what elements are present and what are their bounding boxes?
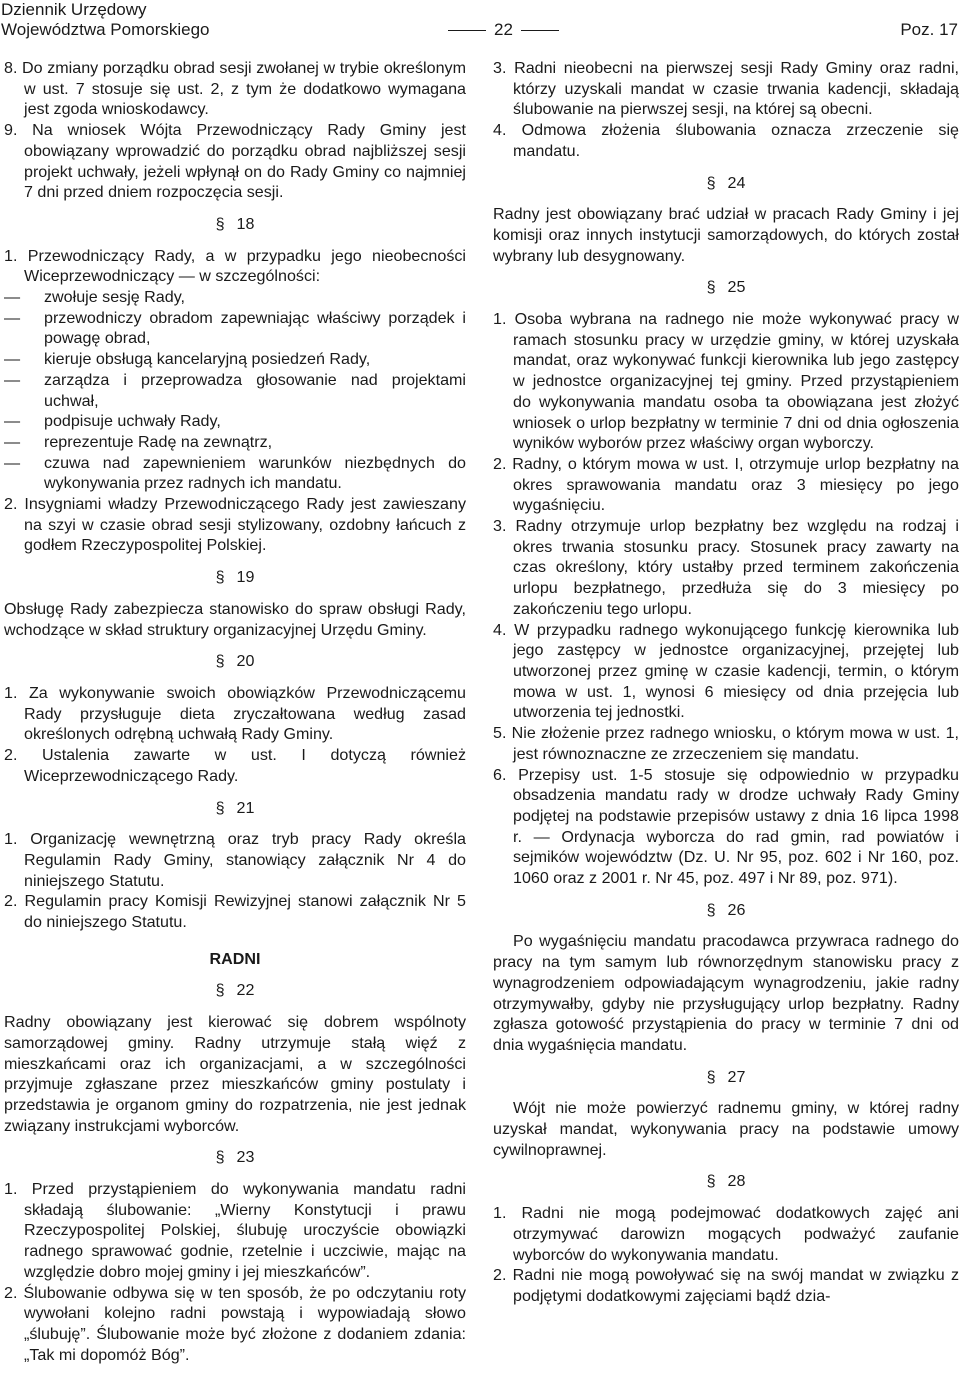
- section-number: 18: [236, 214, 255, 233]
- s21-point-2: 2. Regulamin pracy Komisji Rewizyjnej stanowi załącznik Nr 5 do niniejszego Statutu.: [4, 892, 466, 932]
- s25-point-3: 3. Radny otrzymuje urlop bezpłatny bez względu na rodzaj i okres trwania stosunku pracy. Stosunek pracy zawarty na czas określony, który ustałby przed terminem zakończenia urlopu bezpłatnego, przedłuża się do 3 miesięcy po zakończeniu tego urlopu.: [493, 517, 959, 618]
- section-symbol: §: [215, 652, 225, 671]
- section-28-heading: [493, 1171, 959, 1192]
- section-25-heading: [493, 277, 959, 298]
- s21-point-1: 1. Organizację wewnętrzną oraz tryb pracy Rady określa Regulamin Rady Gminy, stanowiący załącznik Nr 4 do niniejszego Statutu.: [4, 830, 466, 890]
- dash-mark: —: [4, 432, 21, 451]
- journal-title-line1: Dziennik Urzędowy: [1, 0, 147, 19]
- s23-point-4: 4. Odmowa złożenia ślubowania oznacza zrzeczenie się mandatu.: [493, 121, 959, 160]
- s18-dash-item: [4, 370, 466, 411]
- section-number: 27: [727, 1067, 746, 1086]
- s24-text: Radny jest obowiązany brać udział w pracach Rady Gminy i jej komisji oraz innych instytucji samorządowych, do których został wybrany lub desygnowany.: [493, 205, 959, 265]
- s18-dash-item: [4, 349, 466, 370]
- section-symbol: §: [215, 214, 225, 233]
- section-21-heading: [4, 798, 466, 819]
- dash-item-text: zarządza i przeprowadza głosowanie nad projektami uchwał,: [44, 370, 466, 410]
- section-symbol: §: [215, 798, 225, 817]
- s25-point-2: 2. Radny, o którym mowa w ust. I, otrzymuje urlop bezpłatny na okres sprawowania mandatu oraz 3 miesięcy po jego wygaśnięciu.: [493, 454, 959, 515]
- s18-dash-item: [4, 308, 466, 349]
- dash-left: [448, 30, 486, 31]
- s18-point-1: 1. Przewodniczący Rady, a w przypadku jego nieobecności Wiceprzewodniczący — w szczególności:: [4, 246, 466, 286]
- dash-mark: —: [4, 370, 21, 389]
- s28-point-1: 1. Radni nie mogą podejmować dodatkowych zajęć ani otrzymywać darowizn mogących podważyć zaufanie wyborców do wykonywania mandatu.: [493, 1204, 959, 1264]
- section-symbol: §: [706, 173, 716, 192]
- dash-mark: —: [4, 412, 21, 431]
- section-26-heading: [493, 900, 959, 921]
- dash-item-text: czuwa nad zapewnieniem warunków niezbędnych do wykonywania przez radnych ich mandatu.: [44, 453, 466, 493]
- section-number: 25: [727, 278, 746, 297]
- s28-point-2: 2. Radni nie mogą powoływać się na swój mandat w związku z podjętymi dodatkowymi zajęciami bądź dzia-: [493, 1266, 959, 1305]
- s25-point-5: 5. Nie złożenie przez radnego wniosku, o którym mowa w ust. 1, jest równoznaczne ze zrzeczeniem się mandatu.: [493, 724, 959, 763]
- s25-point-1: 1. Osoba wybrana na radnego nie może wykonywać pracy w ramach stosunku pracy w urzędzie gminy, w której uzyskała mandat, oraz wykonywać funkcji kierownika lub jego zastępcy w jednostce organizacyjnej tej gminy. Przed przystąpieniem do wykonywania mandatu osoba ta obowiązana jest złożyć wniosek o urlop bezpłatny w terminie 7 dni od dnia ogłoszenia wyników wyborów przez właściwy organ wyborczy.: [493, 310, 959, 453]
- chapter-heading-radni: RADNI: [209, 949, 261, 968]
- page-header: [0, 0, 960, 44]
- paragraph-8: 8. Do zmiany porządku obrad sesji zwołanej w trybie określonym w ust. 7 stosuje się ust. 2, z tym że dodatkowo wymagana jest zgoda wnioskodawcy.: [4, 59, 466, 119]
- s23-point-2: 2. Ślubowanie odbywa się w ten sposób, że po odczytaniu roty wywołani kolejno radni powstają i wypowiadają słowo „ślubuję”. Ślubowanie może być złożone z dodaniem zdania: „Tak mi dopomóż Bóg”.: [4, 1283, 466, 1364]
- s27-text: Wójt nie może powierzyć radnemu gminy, w której radny uzyskał mandat, wykonywania pracy na podstawie umowy cywilnoprawnej.: [493, 1099, 959, 1159]
- section-24-heading: [493, 173, 959, 194]
- s20-point-2: 2. Ustalenia zawarte w ust. I dotyczą również Wiceprzewodniczącego Rady.: [4, 746, 466, 785]
- dash-item-text: kieruje obsługą kancelaryjną posiedzeń Rady,: [44, 350, 371, 369]
- section-number: 26: [727, 900, 746, 919]
- section-symbol: §: [706, 1172, 716, 1191]
- section-symbol: §: [215, 1148, 225, 1167]
- journal-title-line2: Województwa Pomorskiego: [1, 19, 210, 39]
- section-symbol: §: [706, 1067, 716, 1086]
- s18-dash-item: [4, 287, 466, 308]
- section-22-heading: [4, 980, 466, 1001]
- left-column: [4, 58, 466, 1365]
- section-number: 20: [236, 652, 255, 671]
- s18-point-2: 2. Insygniami władzy Przewodniczącego Rady jest zawieszany na szyi w czasie obrad sesji stylizowany, ozdobny łańcuch z godłem Rzeczypospolitej Polskiej.: [4, 495, 466, 555]
- section-symbol: §: [706, 278, 716, 297]
- s25-point-4: 4. W przypadku radnego wykonującego funkcję kierownika lub jego zastępcy w jednostce organizacyjnej, przejętej lub utworzonej przez gminę w czasie kadencji, termin, o którym mowa w ust. 1, wynosi 6 miesięcy od dnia przejęcia lub utworzenia tej jednostki.: [493, 620, 959, 722]
- dash-mark: —: [4, 308, 21, 327]
- section-symbol: §: [215, 568, 225, 587]
- section-19-heading: [4, 567, 466, 588]
- section-number: 21: [236, 798, 255, 817]
- section-23-heading: [4, 1147, 466, 1168]
- page-number-value: 22: [494, 20, 513, 39]
- s18-dash-item: [4, 432, 466, 453]
- position-number: Poz. 17: [900, 20, 958, 39]
- dash-right: [521, 30, 559, 31]
- section-number: 22: [236, 981, 255, 1000]
- section-27-heading: [493, 1067, 959, 1088]
- section-number: 19: [236, 568, 255, 587]
- s23-point-1: 1. Przed przystąpieniem do wykonywania mandatu radni składają ślubowanie: „Wierny Konstytucji i prawu Rzeczypospolitej Polskiej, ślubuję uroczyście obowiązki radnego sprawować godnie, rzetelnie i uczciwie, mając na względzie dobro mojej gminy i jej mieszkańców”.: [4, 1180, 466, 1281]
- page-number: [440, 20, 567, 39]
- section-number: 28: [727, 1172, 746, 1191]
- section-18-heading: [4, 214, 466, 235]
- paragraph-9: 9. Na wniosek Wójta Przewodniczący Rady Gminy jest obowiązany wprowadzić do porządku obrad najbliższej sesji projekt uchwały, jeżeli wpłynął on do Rady Gminy co najmniej 7 dni przed dniem rozpoczęcia sesji.: [4, 121, 466, 202]
- section-symbol: §: [706, 900, 716, 919]
- dash-item-text: przewodniczy obradom zapewniając właściwy porządek i powagę obrad,: [44, 308, 466, 348]
- dash-mark: —: [4, 453, 21, 472]
- s26-text: Po wygaśnięciu mandatu pracodawca przywraca radnego do pracy na tym samym lub równorzędnym stanowisku pracy z wynagrodzeniem odpowiadającym wynagrodzeniu, jakie radny otrzymywałby, gdyby nie przysługujący urlop bezpłatny. Radny zgłasza gotowość przystąpienia do pracy w terminie 7 dni od dnia wygaśnięcia mandatu.: [493, 932, 959, 1054]
- s20-point-1: 1. Za wykonywanie swoich obowiązków Przewodniczącemu Rady przysługuje dieta zryczałtowana według zasad określonych odrębną uchwałą Rady Gminy.: [4, 683, 466, 744]
- s19-text: Obsługę Rady zabezpiecza stanowisko do spraw obsługi Rady, wchodzące w skład struktury organizacyjnej Urzędu Gminy.: [4, 599, 466, 639]
- section-20-heading: [4, 651, 466, 672]
- right-column: [493, 58, 959, 1307]
- section-number: 24: [727, 173, 746, 192]
- section-symbol: §: [215, 981, 225, 1000]
- dash-mark: —: [4, 350, 21, 369]
- s18-dash-item: [4, 411, 466, 432]
- s25-point-6: 6. Przepisy ust. 1-5 stosuje się odpowiednio w przypadku obsadzenia mandatu rady w drodze uchwały Rady Gminy podjętej na podstawie przepisów ustawy z dnia 16 lipca 1998 r. — Ordynacja wyborcza do rad gmin, rad powiatów i sejmików województw (Dz. U. Nr 95, poz. 602 i Nr 160, poz. 1060 oraz z 2001 r. Nr 45, poz. 497 i Nr 89, poz. 971).: [493, 765, 959, 888]
- s18-dash-item: [4, 453, 466, 494]
- journal-title: [1, 0, 210, 39]
- section-number: 23: [236, 1148, 255, 1167]
- s22-text: Radny obowiązany jest kierować się dobrem wspólnoty samorządowej gminy. Radny utrzymuje stałą więź z mieszkańcami oraz ich organizacjami, a w szczególności przyjmuje zgłaszane przez mieszkańców gminy postulaty i przedstawia je organom gminy do rozpatrzenia, nie jest jednak związany instrukcjami wyborców.: [4, 1013, 466, 1135]
- s23-point-3: 3. Radni nieobecni na pierwszej sesji Rady Gminy oraz radni, którzy uzyskali mandat w czasie trwania kadencji, składają ślubowanie na pierwszej sesji, na której są obecni.: [493, 59, 959, 119]
- dash-mark: —: [4, 288, 21, 307]
- dash-item-text: zwołuje sesję Rady,: [44, 288, 186, 307]
- dash-item-text: podpisuje uchwały Rady,: [44, 412, 221, 431]
- dash-item-text: reprezentuje Radę na zewnątrz,: [44, 432, 273, 451]
